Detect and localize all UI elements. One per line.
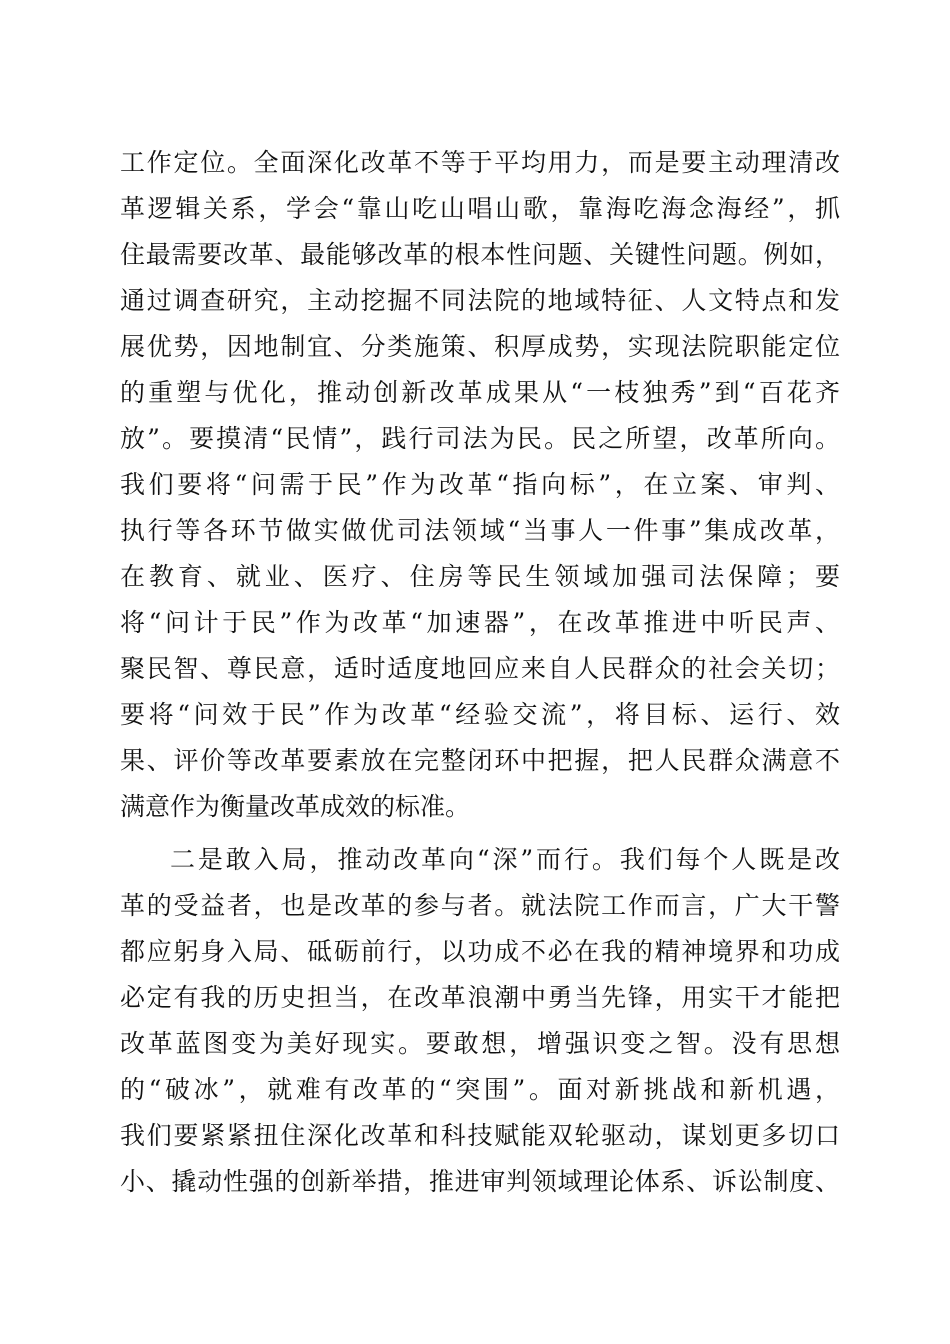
paragraph-line: 的“破冰”，就难有改革的“突围”。面对新挑战和新机遇， <box>120 1075 840 1104</box>
paragraph-line: 小、撬动性强的创新举措，推进审判领域理论体系、诉讼制度、 <box>120 1167 840 1196</box>
paragraph-line: 我们要紧紧扭住深化改革和科技赋能双轮驱动，谋划更多切口 <box>120 1121 840 1150</box>
paragraph-line: 通过调查研究，主动挖掘不同法院的地域特征、人文特点和发 <box>120 286 840 315</box>
paragraph-line: 果、评价等改革要素放在完整闭环中把握，把人民群众满意不 <box>120 746 840 775</box>
paragraph-line: 我们要将“问需于民”作为改革“指向标”，在立案、审判、 <box>120 470 840 499</box>
paragraph-line: 必定有我的历史担当，在改革浪潮中勇当先锋，用实干才能把 <box>120 983 840 1012</box>
paragraph-line: 满意作为衡量改革成效的标准。 <box>120 792 471 821</box>
paragraph-line: 改革蓝图变为美好现实。要敢想，增强识变之智。没有思想 <box>120 1029 840 1058</box>
paragraph-line: 都应躬身入局、砥砺前行，以功成不必在我的精神境界和功成 <box>120 937 840 966</box>
paragraph-line: 工作定位。全面深化改革不等于平均用力，而是要主动理清改 <box>120 148 840 177</box>
paragraph-line: 要将“问效于民”作为改革“经验交流”，将目标、运行、效 <box>120 700 840 729</box>
paragraph-line: 二是敢入局，推动改革向“深”而行。我们每个人既是改 <box>170 845 840 874</box>
paragraph-line: 聚民智、尊民意，适时适度地回应来自人民群众的社会关切； <box>120 654 840 683</box>
paragraph-line: 的重塑与优化，推动创新改革成果从“一枝独秀”到“百花齐 <box>120 378 840 407</box>
paragraph-line: 住最需要改革、最能够改革的根本性问题、关键性问题。例如， <box>120 240 840 269</box>
paragraph-line: 放”。要摸清“民情”，践行司法为民。民之所望，改革所向。 <box>120 424 840 453</box>
paragraph-line: 将“问计于民”作为改革“加速器”，在改革推进中听民声、 <box>120 608 840 637</box>
paragraph-line: 执行等各环节做实做优司法领域“当事人一件事”集成改革， <box>120 516 840 545</box>
paragraph-line: 展优势，因地制宜、分类施策、积厚成势，实现法院职能定位 <box>120 332 840 361</box>
paragraph-line: 在教育、就业、医疗、住房等民生领域加强司法保障；要 <box>120 562 840 591</box>
paragraph-line: 革逻辑关系，学会“靠山吃山唱山歌，靠海吃海念海经”，抓 <box>120 194 840 223</box>
paragraph-line: 革的受益者，也是改革的参与者。就法院工作而言，广大干警 <box>120 891 840 920</box>
